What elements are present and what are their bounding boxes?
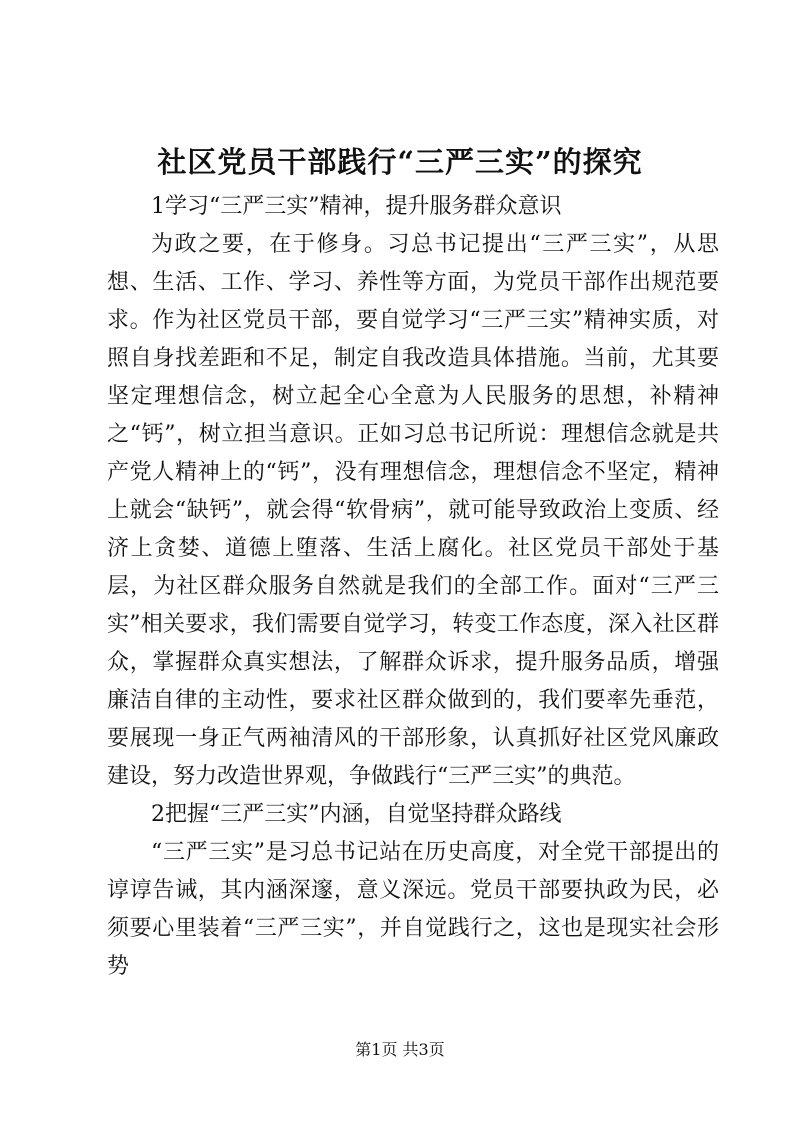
section-heading-1: 1学习“三严三实”精神，提升服务群众意识	[151, 194, 562, 219]
document-body	[107, 188, 719, 986]
document-title: 社区党员干部践行“三严三实”的探究	[157, 145, 643, 179]
section-paragraph-1: 为政之要，在于修身。习总书记提出“三严三实”，从思想、生活、工作、学习、养性等方面，为党员干部作出规范要求。作为社区党员干部，要自觉学习“三严三实”精神实质，对照自身找差距和不足，制定自我改造具体措施。当前，尤其要坚定理想信念，树立起全心全意为人民服务的思想，补精神之“钙”，树立担当意识。正如习总书记所说：理想信念就是共产党人精神上的“钙”，没有理想信念，理想信念不坚定，精神上就会“缺钙”，就会得“软骨病”，就可能导致政治上变质、经济上贪婪、道德上堕落、生活上腐化。社区党员干部处于基层，为社区群众服务自然就是我们的全部工作。面对“三严三实”相关要求，我们需要自觉学习，转变工作态度，深入社区群众，掌握群众真实想法，了解群众诉求，提升服务品质，增强廉洁自律的主动性，要求社区群众做到的，我们要率先垂范，要展现一身正气两袖清风的干部形象，认真抓好社区党风廉政建设，努力改造世界观，争做践行“三严三实”的典范。	[107, 232, 719, 789]
section-paragraph-2: “三严三实”是习总书记站在历史高度，对全党干部提出的谆谆告诫，其内涵深邃，意义深远。党员干部要执政为民，必须要心里装着“三严三实”，并自觉践行之，这也是现实社会形势	[107, 840, 719, 979]
section-heading-2: 2把握“三严三实”内涵，自觉坚持群众路线	[151, 802, 562, 827]
page-footer: 第1页 共3页	[355, 1040, 445, 1059]
